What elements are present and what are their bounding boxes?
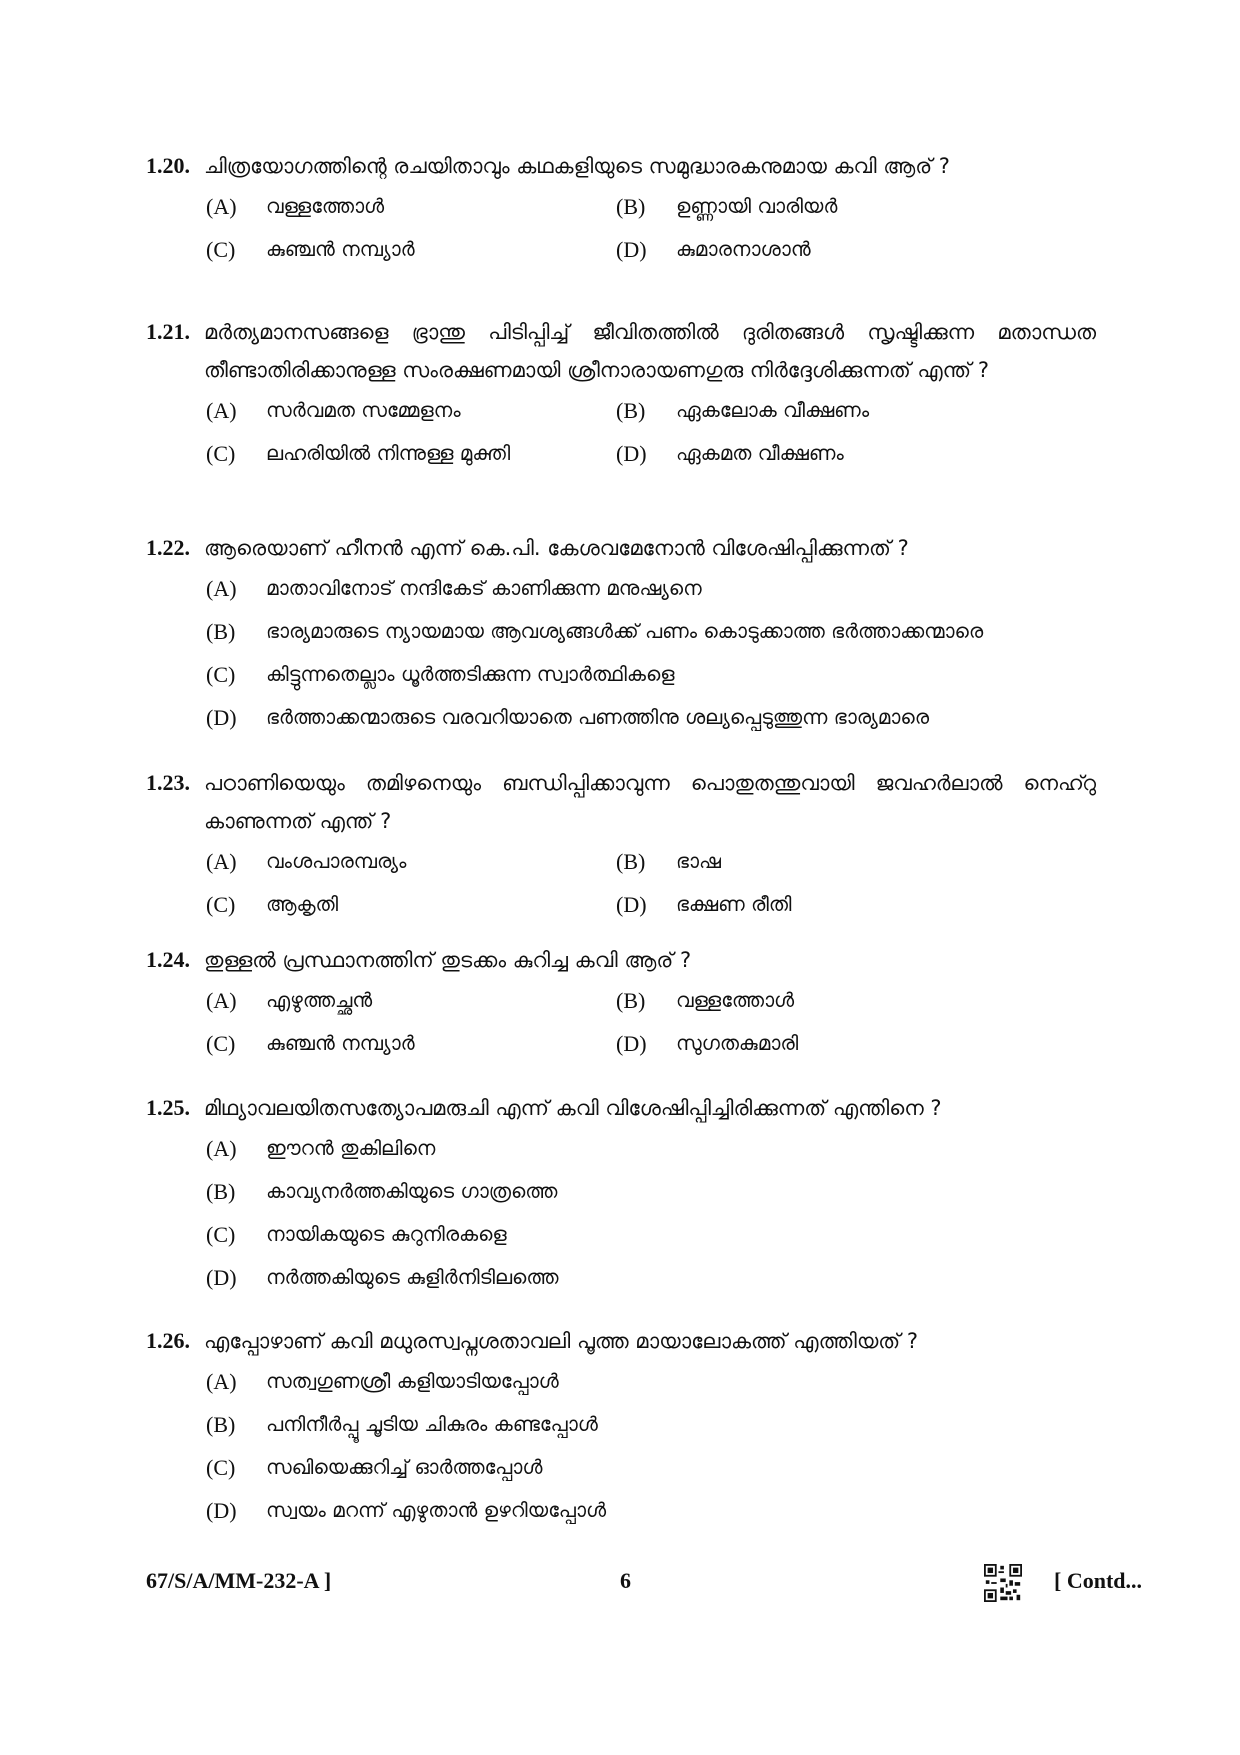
option-d — [616, 237, 1026, 263]
option-label: (D) — [206, 1497, 237, 1523]
option-c — [206, 892, 616, 918]
option-d — [206, 705, 1086, 731]
option-label: (A) — [206, 1135, 237, 1161]
option-label: (B) — [616, 193, 646, 219]
option-label: (A) — [206, 987, 237, 1013]
option-label: (D) — [616, 1030, 647, 1056]
option-text: ലഹരിയിൽ നിന്നുള്ള മുക്തി — [266, 440, 511, 465]
option-label: (A) — [206, 1368, 237, 1394]
question-1-23 — [146, 764, 1096, 926]
option-label: (D) — [616, 236, 647, 262]
option-text: മാതാവിനോട് നന്ദികേട് കാണിക്കുന്ന മനുഷ്യനെ — [266, 575, 702, 600]
option-d — [616, 892, 1026, 918]
option-a — [206, 849, 616, 875]
option-text: പനിനീർപ്പൂ ചൂടിയ ചികുരം കണ്ടപ്പോൾ — [266, 1411, 598, 1436]
option-d — [206, 1498, 1086, 1524]
option-b — [206, 1412, 1086, 1438]
option-text: ഉണ്ണായി വാരിയർ — [676, 193, 838, 218]
option-c — [206, 1222, 1086, 1248]
question-text: പഠാണിയെയും തമിഴനെയും ബന്ധിപ്പിക്കാവുന്ന പൊതുതന്തുവായി ജവഹർലാൽ നെഹ്റു കാണുന്നത് എന്ത് ? — [204, 771, 1096, 833]
option-b — [616, 849, 1026, 875]
question-text: മർത്യമാനസങ്ങളെ ഭ്രാന്തു പിടിപ്പിച്ച് ജീവിതത്തിൽ ദുരിതങ്ങൾ സൃഷ്ടിക്കുന്ന മതാന്ധത തീണ്ടാതിരിക്കാനുള്ള സംരക്ഷണമായി ശ്രീനാരായണഗുരു നിർദ്ദേശിക്കുന്നത് എന്ത് ? — [204, 320, 1096, 382]
option-label: (C) — [206, 661, 236, 687]
option-b — [616, 194, 1026, 220]
option-a — [206, 1369, 1086, 1395]
option-text: ഭക്ഷണ രീതി — [676, 891, 792, 916]
question-text: തുള്ളൽ പ്രസ്ഥാനത്തിന് തുടക്കം കുറിച്ച കവി ആര് ? — [204, 948, 692, 972]
option-text: ഭാഷ — [676, 848, 721, 873]
option-label: (C) — [206, 1030, 236, 1056]
option-label: (C) — [206, 1454, 236, 1480]
question-number: 1.23. — [146, 770, 190, 795]
option-d — [206, 1265, 1086, 1291]
option-d — [616, 1031, 1026, 1057]
option-a — [206, 988, 616, 1014]
option-text: വംശപാരമ്പര്യം — [266, 848, 407, 873]
option-b — [206, 619, 1086, 645]
option-label: (A) — [206, 575, 237, 601]
option-text: ഭർത്താക്കന്മാരുടെ വരവറിയാതെ പണത്തിനു ശല്യപ്പെടുത്തുന്ന ഭാര്യമാരെ — [266, 704, 930, 729]
question-text: ആരെയാണ് ഹീനൻ എന്ന് കെ.പി. കേശവമേനോൻ വിശേഷിപ്പിക്കുന്നത് ? — [204, 536, 909, 560]
question-1-21 — [146, 313, 1096, 475]
qr-code-icon — [984, 1564, 1022, 1602]
option-label: (B) — [616, 397, 646, 423]
option-text: സത്വഗുണശ്രീ കളിയാടിയപ്പോൾ — [266, 1368, 559, 1393]
option-c — [206, 441, 616, 467]
question-number: 1.21. — [146, 319, 190, 344]
option-b — [616, 988, 1026, 1014]
option-text: വള്ളത്തോൾ — [266, 193, 385, 218]
option-c — [206, 1031, 616, 1057]
question-number: 1.20. — [146, 153, 190, 178]
option-text: വള്ളത്തോൾ — [676, 987, 795, 1012]
question-number: 1.25. — [146, 1095, 190, 1120]
option-a — [206, 576, 1086, 602]
option-text: നർത്തകിയുടെ കുളിർനിടിലത്തെ — [266, 1264, 559, 1289]
option-a — [206, 1136, 1086, 1162]
option-label: (A) — [206, 848, 237, 874]
question-text: മിഥ്യാവലയിതസത്യോപമരുചി എന്ന് കവി വിശേഷിപ്പിച്ചിരിക്കുന്നത് എന്തിനെ ? — [204, 1096, 942, 1120]
option-label: (B) — [616, 848, 646, 874]
option-label: (C) — [206, 891, 236, 917]
option-text: കാവ്യനർത്തകിയുടെ ഗാത്രത്തെ — [266, 1178, 558, 1203]
option-label: (B) — [206, 618, 236, 644]
option-text: കുമാരനാശാൻ — [676, 236, 811, 261]
option-label: (B) — [206, 1178, 236, 1204]
question-1-26 — [146, 1322, 1096, 1532]
option-label: (C) — [206, 1221, 236, 1247]
option-text: നായികയുടെ കുറുനിരകളെ — [266, 1221, 507, 1246]
question-text: ചിത്രയോഗത്തിന്റെ രചയിതാവും കഥകളിയുടെ സമുദ്ധാരകനുമായ കവി ആര് ? — [204, 154, 950, 178]
option-text: സുഗതകുമാരി — [676, 1030, 799, 1055]
option-text: കിട്ടുന്നതെല്ലാം ധൂർത്തടിക്കുന്ന സ്വാർത്ഥികളെ — [266, 661, 675, 686]
option-text: ഭാര്യമാരുടെ ന്യായമായ ആവശ്യങ്ങൾക്ക് പണം കൊടുക്കാത്ത ഭർത്താക്കന്മാരെ — [266, 618, 984, 643]
option-text: കുഞ്ചൻ നമ്പ്യാർ — [266, 236, 415, 261]
option-label: (A) — [206, 397, 237, 423]
contd-label: [ Contd... — [1054, 1568, 1143, 1593]
question-1-24 — [146, 941, 1096, 1065]
question-number: 1.24. — [146, 947, 190, 972]
option-text: കുഞ്ചൻ നമ്പ്യാർ — [266, 1030, 415, 1055]
option-c — [206, 662, 1086, 688]
question-1-22 — [146, 529, 1096, 739]
page-number: 6 — [620, 1568, 631, 1593]
option-text: ഏകലോക വീക്ഷണം — [676, 397, 870, 422]
question-1-20 — [146, 147, 1096, 271]
option-b — [206, 1179, 1086, 1205]
option-text: സഖിയെക്കുറിച്ച് ഓർത്തപ്പോൾ — [266, 1454, 543, 1479]
question-text: എപ്പോഴാണ് കവി മധുരസ്വപ്നശതാവലി പൂത്ത മായാലോകത്ത് എത്തിയത് ? — [204, 1329, 919, 1353]
option-text: ഈറൻ തുകിലിനെ — [266, 1135, 436, 1160]
option-c — [206, 237, 616, 263]
option-text: ഏകമത വീക്ഷണം — [676, 440, 844, 465]
option-label: (B) — [616, 987, 646, 1013]
option-a — [206, 194, 616, 220]
option-label: (D) — [616, 891, 647, 917]
question-number: 1.26. — [146, 1328, 190, 1353]
option-label: (D) — [616, 440, 647, 466]
option-c — [206, 1455, 1086, 1481]
option-b — [616, 398, 1026, 424]
option-text: എഴുത്തച്ഛൻ — [266, 987, 373, 1012]
paper-code: 67/S/A/MM-232-A ] — [146, 1568, 332, 1593]
option-label: (C) — [206, 440, 236, 466]
option-label: (C) — [206, 236, 236, 262]
option-label: (B) — [206, 1411, 236, 1437]
option-d — [616, 441, 1026, 467]
option-text: സർവമത സമ്മേളനം — [266, 397, 461, 422]
option-label: (D) — [206, 704, 237, 730]
option-label: (D) — [206, 1264, 237, 1290]
question-number: 1.22. — [146, 535, 190, 560]
option-text: ആകൃതി — [266, 891, 339, 916]
option-a — [206, 398, 616, 424]
option-label: (A) — [206, 193, 237, 219]
option-text: സ്വയം മറന്ന് എഴുതാൻ ഉഴറിയപ്പോൾ — [266, 1497, 607, 1522]
question-1-25 — [146, 1089, 1096, 1299]
